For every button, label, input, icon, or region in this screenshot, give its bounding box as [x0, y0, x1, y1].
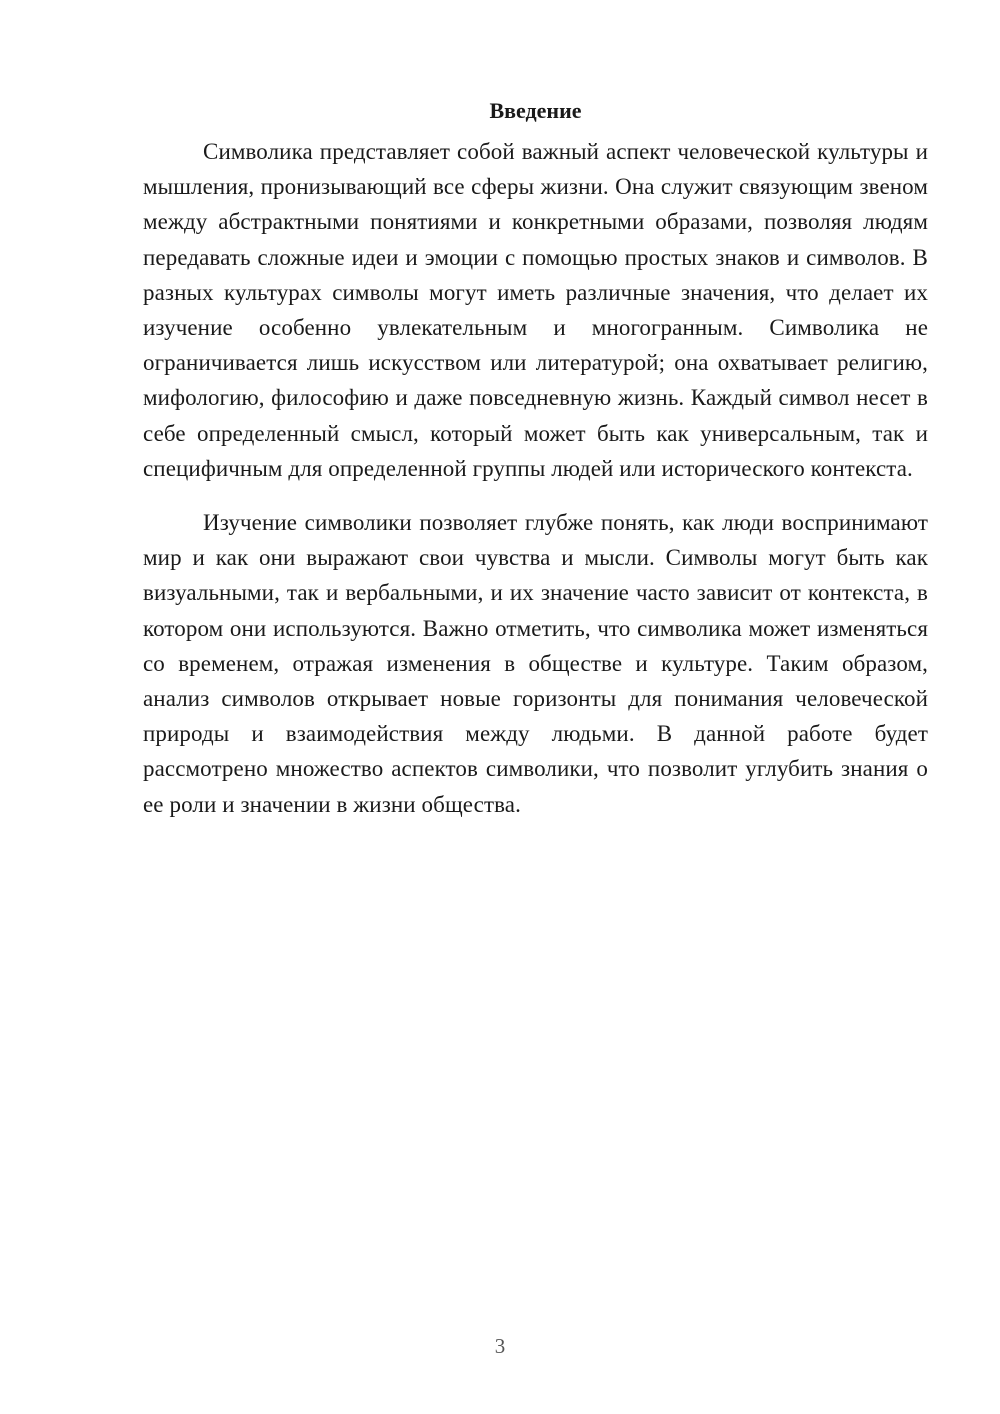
page-number: 3 — [494, 1334, 506, 1358]
page-title: Введение — [489, 98, 582, 123]
page-content — [143, 96, 928, 822]
paragraph-2: Изучение символики позволяет глубже понять, как люди воспринимают мир и как они выражают свои чувства и мысли. Символы могут быть как визуальными, так и вербальными, и их значение часто зависит от контекста, в котором они используются. Важно отметить, что символика может изменяться со временем, отражая изменения в обществе и культуре. Таким образом, анализ символов открывает новые горизонты для понимания человеческой природы и взаимодействия между людьми. В данной работе будет рассмотрено множество аспектов символики, что позволит углубить знания о ее роли и значении в жизни общества. — [143, 510, 928, 817]
paragraph-1: Символика представляет собой важный аспект человеческой культуры и мышления, пронизывающий все сферы жизни. Она служит связующим звеном между абстрактными понятиями и конкретными образами, позволяя людям передавать сложные идеи и эмоции с помощью простых знаков и символов. В разных культурах символы могут иметь различные значения, что делает их изучение особенно увлекательным и многогранным. Символика не ограничивается лишь искусством или литературой; она охватывает религию, мифологию, философию и даже повседневную жизнь. Каждый символ несет в себе определенный смысл, который может быть как универсальным, так и специфичным для определенной группы людей или исторического контекста. — [143, 139, 928, 481]
